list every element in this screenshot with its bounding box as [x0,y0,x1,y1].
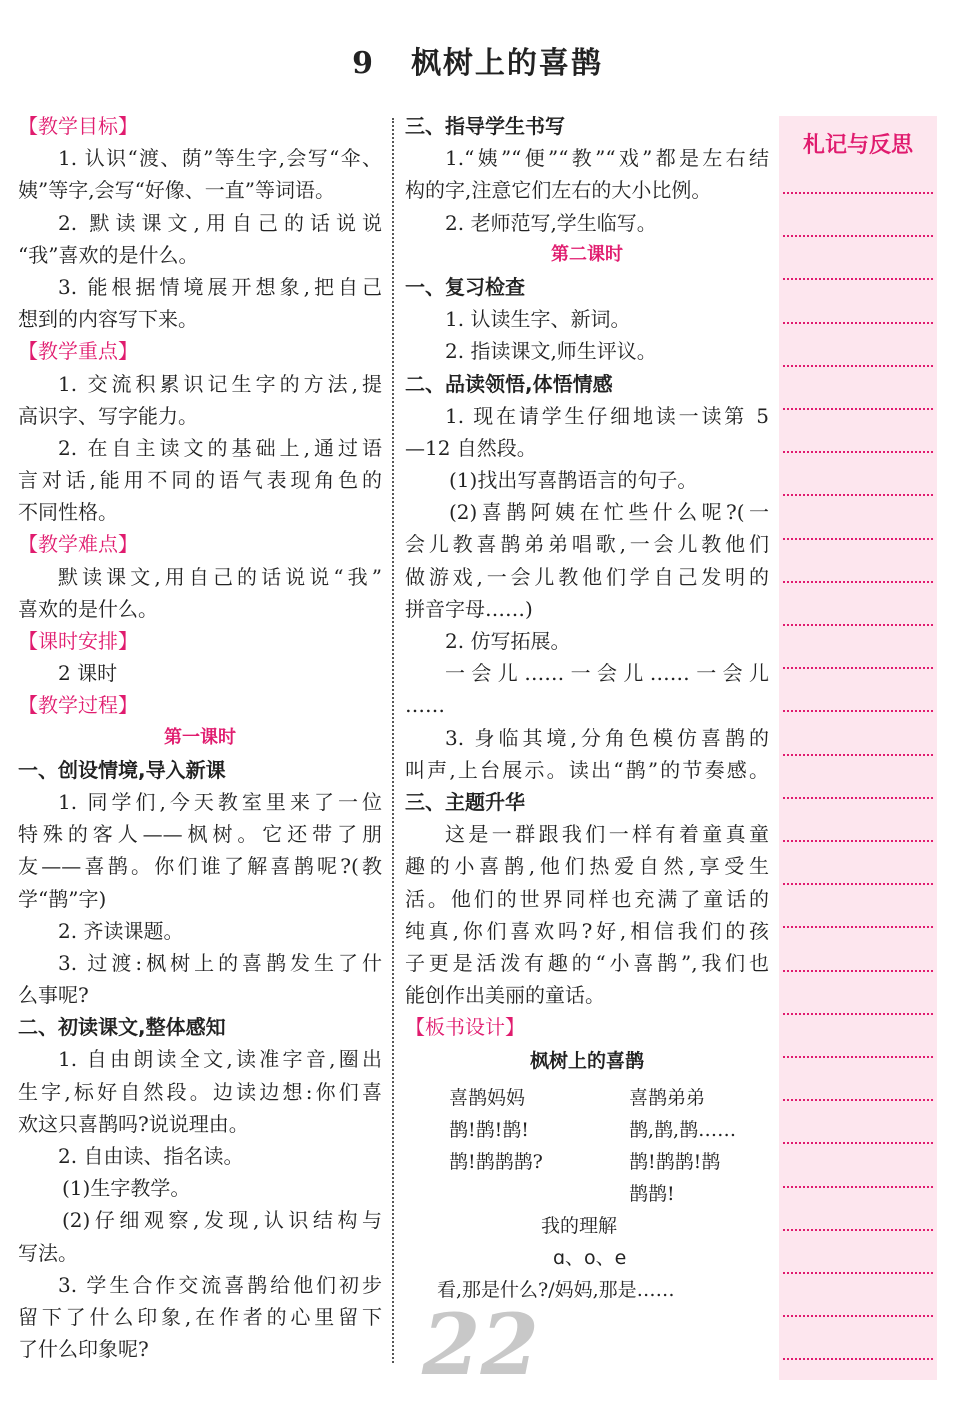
notes-rule-line [783,322,933,324]
text-line: 趣的小喜鹊,他们热爱自然,享受生 [405,854,769,879]
notes-rule-line [783,883,933,885]
section-heading: 二、品读领悟,体悟情感 [405,371,613,396]
board-aoe: ɑ、o、e [553,1247,627,1269]
section-heading: 一、创设情境,导入新课 [18,757,226,782]
text-line: 3. 过渡:枫树上的喜鹊发生了什 [58,950,382,975]
section-label-difficulty: 【教学难点】 [18,532,138,557]
text-line: (2)喜鹊阿姨在忙些什么呢?(一 [449,500,769,525]
text-line: 特殊的客人——枫树。它还带了朋 [18,822,382,847]
text-line: 2. 老师范写,学生临写。 [445,210,657,235]
text-line: 子更是活泼有趣的“小喜鹊”,我们也 [405,950,769,975]
section-label-board: 【板书设计】 [405,1015,525,1040]
notes-rule-line [783,235,933,237]
page-title [0,38,955,82]
section-heading: 一、复习检查 [405,274,525,299]
section-heading: 三、主题升华 [405,789,525,814]
text-line: 2. 仿写拓展。 [445,629,571,653]
notes-rule-line [783,1142,933,1144]
text-line: 1. 认识“渡、荫”等生字,会写“伞、 [58,146,382,171]
text-line: 喜欢的是什么。 [18,596,158,621]
notes-rule-line [783,581,933,583]
text-line: 3. 学生合作交流喜鹊给他们初步 [58,1272,382,1297]
lesson-number: 9 [352,46,375,81]
board-title: 枫树上的喜鹊 [529,1050,644,1072]
text-line: 做游戏,一会儿教他们学自己发明的 [405,564,769,589]
text-line: 生字,标好自然段。边读边想:你们喜 [18,1079,382,1104]
notes-rule-line [783,624,933,626]
board-last-line: 看,那是什么?/妈妈,那是…… [437,1279,675,1301]
notes-rule-line [783,1272,933,1274]
text-line: 默读课文,用自己的话说说“我” [58,564,382,589]
text-line: (1)找出写喜鹊语言的句子。 [449,468,698,493]
text-line: —12 自然段。 [405,435,537,460]
notes-rule-line [783,1358,933,1360]
board-brother-line2: 鹊!鹊鹊!鹊 [629,1151,721,1173]
board-understanding: 我的理解 [541,1215,618,1237]
text-line: …… [405,693,445,718]
text-line: 写法。 [18,1240,78,1265]
lesson-heading: 第二课时 [551,243,623,265]
text-line: 么事呢? [18,983,89,1008]
page-number: 22 [422,1295,539,1394]
text-line: “我”喜欢的是什么。 [18,242,199,267]
text-line: 叫声,上台展示。读出“鹊”的节奏感。 [405,757,769,782]
text-line: 一会儿……一会儿……一会儿 [445,661,769,686]
notes-rule-line [783,970,933,972]
text-line: (2)仔细观察,发现,认识结构与 [62,1208,382,1233]
text-line: 3. 能根据情境展开想象,把自己 [58,274,382,299]
text-line: 构的字,注意它们左右的大小比例。 [405,178,712,203]
text-line: 想到的内容写下来。 [18,307,198,332]
middle-column [405,110,769,1043]
board-brother-line1: 鹊,鹊,鹊…… [629,1119,737,1141]
text-line: 1. 认读生字、新词。 [445,307,631,332]
text-line: 活。他们的世界同样也充满了童话的 [405,886,769,911]
notes-rule-line [783,1013,933,1015]
text-line: 留下了什么印象,在作者的心里留下 [18,1304,382,1329]
text-line: 言对话,能用不同的语气表现角色的 [18,468,382,493]
lesson-title: 枫树上的喜鹊 [410,46,603,81]
notes-rule-line [783,1099,933,1101]
notes-sidebar [779,116,937,1380]
board-mom-line1: 鹊!鹊!鹊! [449,1119,529,1141]
board-mom: 喜鹊妈妈 [449,1087,526,1109]
text-line: 这是一群跟我们一样有着童真童 [445,822,769,847]
notes-rule-line [783,1229,933,1231]
text-line: 1. 自由朗读全文,读准字音,圈出 [58,1047,382,1072]
text-line: 1. 交流积累识记生字的方法,提 [58,371,382,396]
text-line: 1. 同学们,今天教室里来了一位 [58,789,382,814]
text-line: 2 课时 [58,661,118,686]
notes-rule-line [783,667,933,669]
notes-title: 札记与反思 [802,133,913,158]
column-divider [392,118,394,1363]
text-line: 欢这只喜鹊吗?说说理由。 [18,1111,249,1136]
text-line: 1.“姨”“便”“教”“戏”都是左右结 [445,146,769,171]
section-label-key: 【教学重点】 [18,339,138,364]
text-line: 友——喜鹊。你们谁了解喜鹊呢?(教 [18,854,382,879]
notes-rule-line [783,797,933,799]
section-label-process: 【教学过程】 [18,693,138,718]
notes-rule-line [783,538,933,540]
text-line: 纯真,你们喜欢吗?好,相信我们的孩 [405,918,769,943]
lesson-heading: 第一课时 [164,726,236,748]
text-line: 拼音字母……) [405,596,533,621]
text-line: 学“鹊”字) [18,886,107,911]
notes-rule-line [783,926,933,928]
text-line: 1. 现在请学生仔细地读一读第 5 [445,403,769,428]
notes-rule-line [783,1315,933,1317]
text-line: 高识字、写字能力。 [18,403,198,428]
board-brother-line3: 鹊鹊! [629,1183,675,1205]
notes-rule-line [783,1056,933,1058]
notes-rule-line [783,1186,933,1188]
notes-rule-line [783,494,933,496]
notes-rule-line [783,192,933,194]
text-line: 能创作出美丽的童话。 [405,983,605,1008]
board-mom-line2: 鹊!鹊鹊鹊? [449,1151,543,1173]
notes-rule-line [783,451,933,453]
notes-rule-line [783,710,933,712]
text-line: 2. 自由读、指名读。 [58,1144,244,1168]
text-line: 2. 齐读课题。 [58,918,184,943]
notes-rule-line [783,365,933,367]
text-line: 2. 指读课文,师生评议。 [445,339,657,364]
section-label-hours: 【课时安排】 [18,629,138,653]
notes-rule-line [783,408,933,410]
text-line: (1)生字教学。 [62,1176,191,1201]
notes-rule-line [783,278,933,280]
text-line: 了什么印象呢? [18,1337,149,1362]
board-brother: 喜鹊弟弟 [629,1087,706,1109]
text-line: 姨”等字,会写“好像、一直”等词语。 [18,178,336,203]
text-line: 3. 身临其境,分角色模仿喜鹊的 [445,725,769,750]
text-line: 会儿教喜鹊弟弟唱歌,一会儿教他们 [405,532,769,557]
section-heading: 三、指导学生书写 [405,114,565,138]
notes-rule-line [783,754,933,756]
left-column [18,110,382,1365]
notes-rule-line [783,840,933,842]
text-line: 2. 默读课文,用自己的话说说 [58,210,382,235]
text-line: 2. 在自主读文的基础上,通过语 [58,435,382,460]
section-label-goals: 【教学目标】 [18,114,138,138]
section-heading: 二、初读课文,整体感知 [18,1015,226,1040]
text-line: 不同性格。 [18,500,118,525]
